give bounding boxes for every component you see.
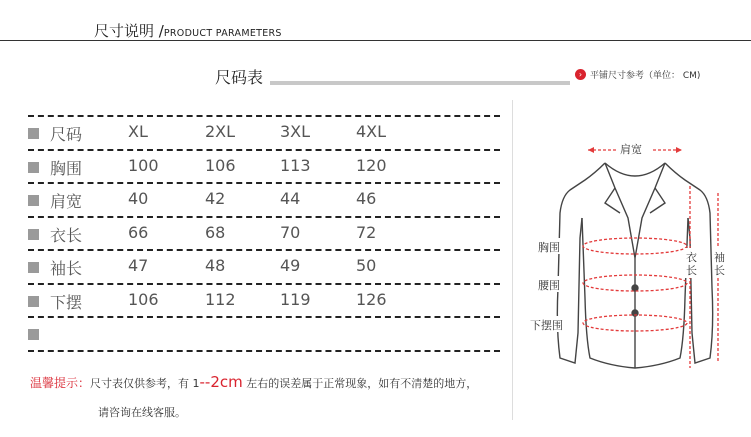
table-divider — [28, 182, 500, 184]
row-label: 下摆 — [50, 292, 83, 312]
measurement-note — [575, 68, 700, 81]
row-label: 衣长 — [50, 225, 83, 245]
row-bullet-icon — [28, 162, 39, 173]
tip-text-c: 请咨询在线客服。 — [98, 406, 186, 419]
row-bullet-icon — [28, 195, 39, 206]
section-title-underline — [270, 81, 570, 85]
header-title-en: PRODUCT PARAMETERS — [163, 28, 282, 39]
row-bullet-icon — [28, 329, 39, 340]
table-cell: 113 — [280, 155, 311, 175]
header-slash: / — [158, 22, 164, 40]
table-cell: 50 — [356, 256, 377, 275]
row-label: 尺码 — [50, 125, 83, 144]
vertical-divider — [512, 100, 513, 420]
table-cell: 3XL — [280, 122, 311, 141]
table-divider — [28, 216, 500, 218]
row-bullet-icon — [28, 296, 39, 307]
row-bullet-icon — [28, 128, 39, 139]
table-divider — [28, 283, 500, 285]
table-cell: 42 — [205, 189, 226, 208]
table-cell: 2XL — [205, 122, 236, 141]
table-cell: XL — [128, 122, 148, 141]
measurement-note-text: 平铺尺寸参考（单位： CM) — [590, 71, 701, 81]
tip-text-a: 尺寸表仅供参考，有 1 — [90, 377, 200, 390]
row-bullet-icon — [28, 229, 39, 240]
table-divider — [28, 149, 500, 151]
label-shoulder: 肩宽 — [620, 143, 642, 156]
label-length: 衣长 — [686, 251, 697, 277]
table-cell: 68 — [205, 222, 226, 242]
label-chest: 胸围 — [538, 241, 560, 254]
row-label: 胸围 — [50, 158, 83, 178]
table-cell: 4XL — [356, 122, 387, 141]
arrow-right-icon: › — [575, 69, 586, 80]
jacket-measurement-diagram — [520, 118, 750, 388]
table-divider — [28, 316, 500, 318]
table-cell: 47 — [128, 256, 149, 275]
table-cell: 126 — [356, 289, 387, 309]
row-bullet-icon — [28, 262, 39, 273]
label-waist: 腰围 — [538, 279, 560, 292]
table-cell: 119 — [280, 289, 311, 309]
table-cell: 72 — [356, 222, 377, 242]
header-title-cn: 尺寸说明 — [94, 22, 155, 40]
table-cell: 100 — [128, 155, 159, 175]
section-title: 尺码表 — [215, 68, 264, 87]
row-label: 肩宽 — [50, 192, 83, 211]
table-cell: 106 — [205, 155, 236, 175]
table-cell: 49 — [280, 256, 301, 275]
table-cell: 66 — [128, 222, 149, 242]
tip-text-b: 左右的误差属于正常现象，如有不清楚的地方， — [242, 377, 478, 390]
tip-range: --2cm — [199, 373, 243, 391]
table-cell: 120 — [356, 155, 387, 175]
table-cell: 48 — [205, 256, 226, 275]
label-hem: 下摆围 — [530, 319, 563, 332]
table-cell: 44 — [280, 189, 301, 208]
tip-line — [30, 373, 477, 391]
header-divider — [0, 40, 751, 41]
table-cell: 46 — [356, 189, 377, 208]
table-cell: 40 — [128, 189, 149, 208]
table-cell: 112 — [205, 289, 236, 309]
page-header — [94, 20, 282, 41]
table-cell: 106 — [128, 289, 159, 309]
tip-label: 温馨提示： — [30, 376, 91, 390]
table-divider — [28, 115, 500, 117]
table-divider — [28, 249, 500, 251]
table-cell: 70 — [280, 222, 301, 242]
label-sleeve: 袖长 — [714, 251, 725, 277]
table-divider — [28, 350, 500, 352]
row-label: 袖长 — [50, 259, 83, 278]
